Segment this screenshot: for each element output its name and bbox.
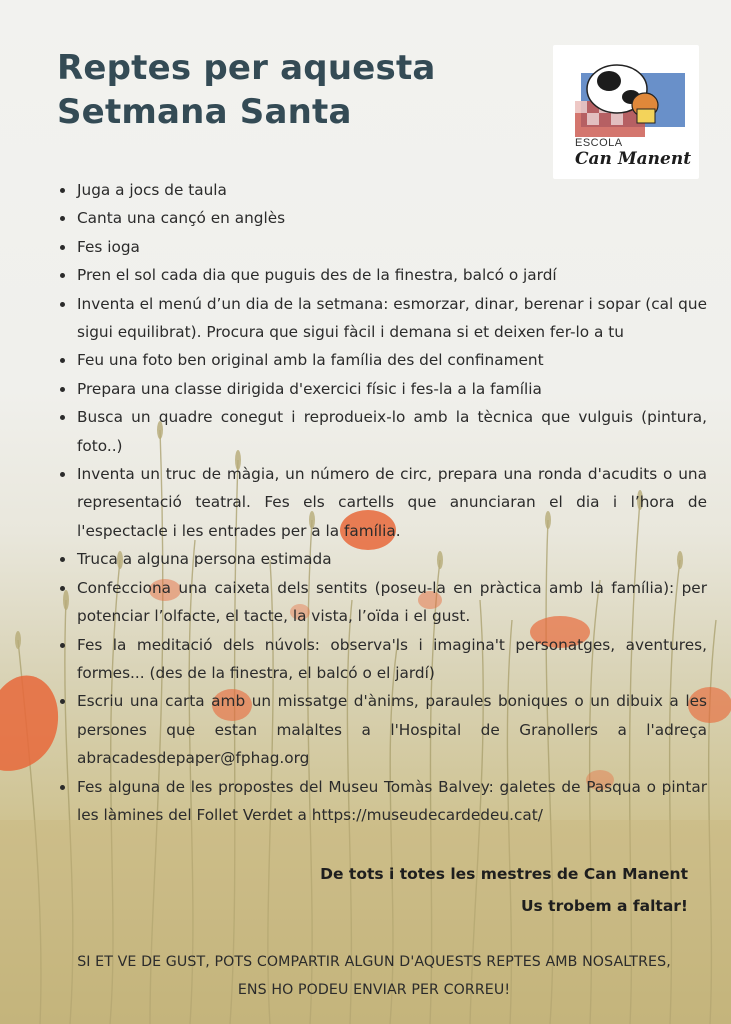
- closing-line-2: Us trobem a faltar!: [520, 897, 688, 915]
- list-item: Escriu una carta amb un missatge d'ànims, paraules boniques o un dibuix a les persones que estan malaltes a l'Hospital de Granollers a l'adreça abracadesdepaper@fphag.org: [77, 687, 707, 772]
- title-line-1: Reptes per aquesta: [57, 48, 436, 88]
- list-item: Confecciona una caixeta dels sentits (poseu-la en pràctica amb la família): per potenciar l’olfacte, el tacte, la vista, l’oïda i el gust.: [77, 574, 707, 631]
- list-item: Fes ioga: [77, 233, 707, 261]
- footer-line-1: SI ET VE DE GUST, POTS COMPARTIR ALGUN D'AQUESTS REPTES AMB NOSALTRES,: [77, 954, 671, 970]
- challenges-list: [57, 176, 707, 829]
- footer-line-2: ENS HO PODEU ENVIAR PER CORREU!: [237, 982, 511, 998]
- logo-school-label: ESCOLA: [575, 137, 623, 149]
- list-item: Pren el sol cada dia que puguis des de la finestra, balcó o jardí: [77, 261, 707, 289]
- list-item: Inventa un truc de màgia, un número de circ, prepara una ronda d'acudits o una representació teatral. Fes els cartells que anunciaran el dia i l’hora de l'espectacle i les entrades per a la família.: [77, 460, 707, 545]
- list-item: Inventa el menú d’un dia de la setmana: esmorzar, dinar, berenar i sopar (cal que sigui equilibrat). Procura que sigui fàcil i demana si et deixen fer-lo a tu: [77, 290, 707, 347]
- list-item: Busca un quadre conegut i reprodueix-lo amb la tècnica que vulguis (pintura, foto..): [77, 403, 707, 460]
- closing-line-1: De tots i totes les mestres de Can Manent: [320, 865, 688, 883]
- page-title: [57, 46, 497, 134]
- list-item: Truca a alguna persona estimada: [77, 545, 707, 573]
- closing-message: [320, 858, 688, 922]
- logo-school-name: Can Manent: [575, 149, 692, 169]
- list-item: Fes alguna de les propostes del Museu Tomàs Balvey: galetes de Pasqua o pintar les làmines del Follet Verdet a https://museudecardedeu.cat/: [77, 773, 707, 830]
- list-item: Fes la meditació dels núvols: observa'ls i imagina't personatges, aventures, formes... (des de la finestra, el balcó o el jardí): [77, 631, 707, 688]
- footer-note: [30, 948, 718, 1004]
- school-logo: [553, 45, 699, 179]
- title-line-2: Setmana Santa: [57, 92, 352, 132]
- list-item: Canta una cançó en anglès: [77, 204, 707, 232]
- list-item: Prepara una classe dirigida d'exercici físic i fes-la a la família: [77, 375, 707, 403]
- list-item: Juga a jocs de taula: [77, 176, 707, 204]
- list-item: Feu una foto ben original amb la família des del confinament: [77, 346, 707, 374]
